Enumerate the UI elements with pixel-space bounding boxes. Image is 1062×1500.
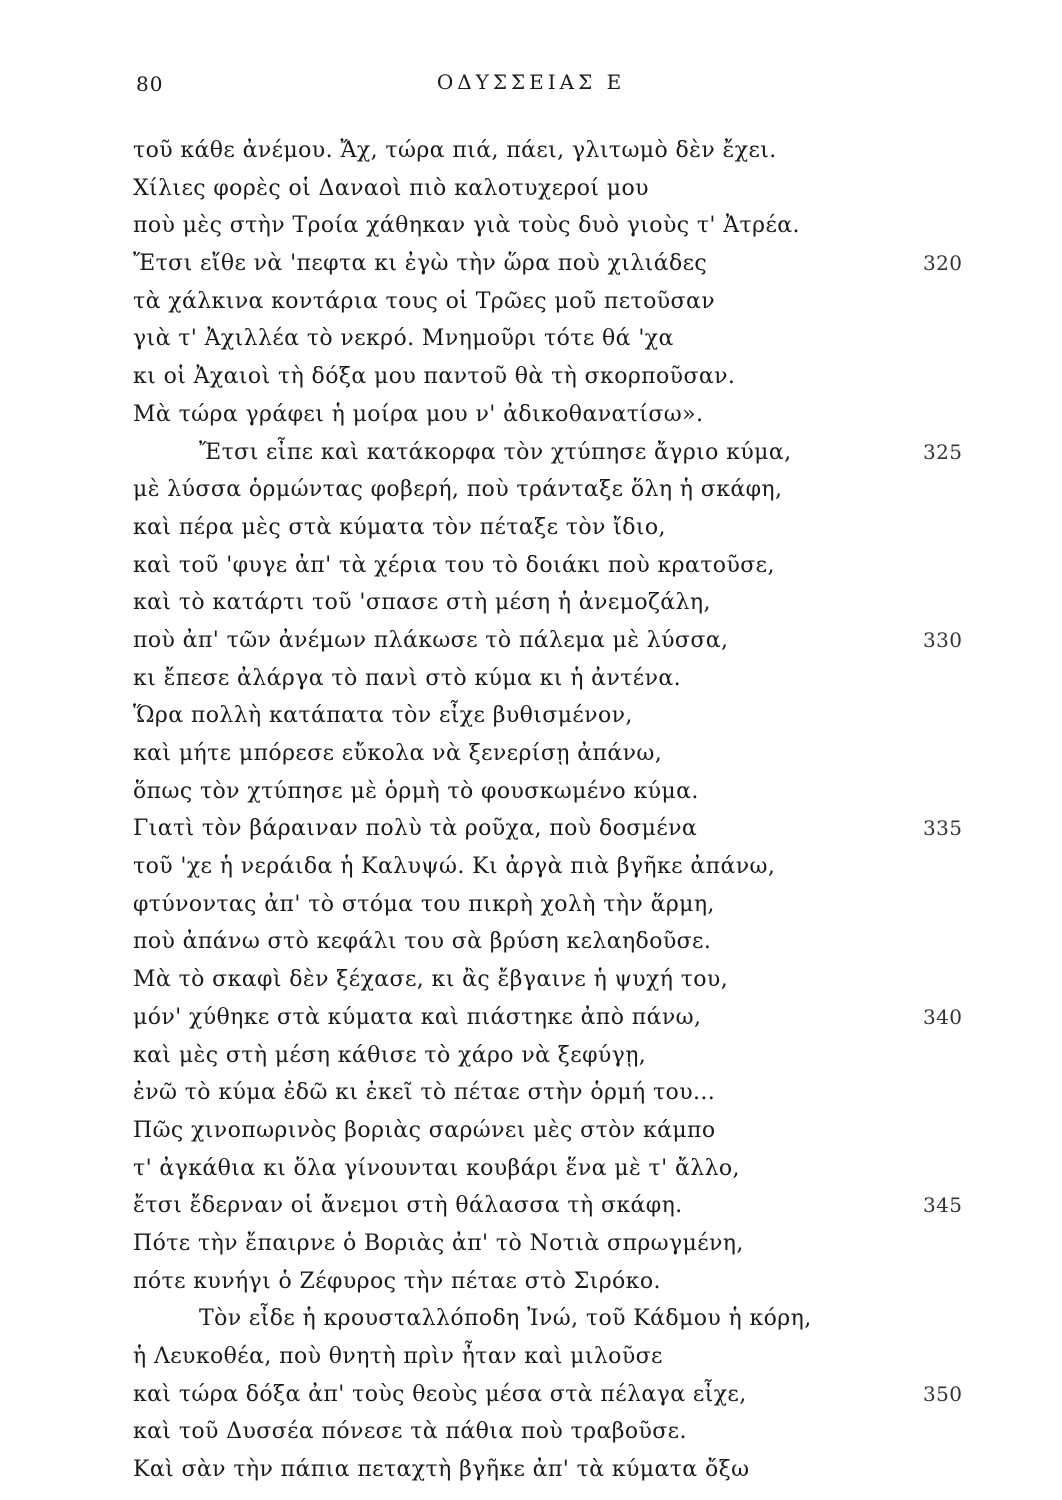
verse-text: τοῦ κάθε ἀνέμου. Ἄχ, τώρα πιά, πάει, γλιτωμὸ δὲν ἔχει. [133, 138, 777, 163]
verse-text: Ἔτσι εἴθε νὰ 'πεφτα κι ἐγὼ τὴν ὥρα ποὺ χιλιάδες [133, 251, 708, 277]
verse-line [133, 1413, 1013, 1451]
verse-text: ἔτσι ἔδερναν οἱ ἄνεμοι στὴ θάλασσα τὴ σκάφη. [133, 1193, 683, 1219]
verse-text: ἐνῶ τὸ κύμα ἐδῶ κι ἐκεῖ τὸ πέταε στὴν ὁρμή του... [133, 1080, 716, 1106]
verse-line [133, 170, 1013, 208]
verse-text: ποὺ μὲς στὴν Τροία χάθηκαν γιὰ τοὺς δυὸ γιοὺς τ' Ἀτρέα. [133, 213, 800, 239]
verse-text: καὶ μήτε μπόρεσε εὔκολα νὰ ξενερίσῃ ἀπάνω, [133, 741, 663, 766]
verse-line [133, 132, 1013, 170]
verse-text: Μὰ τώρα γράφει ἡ μοίρα μου ν' ἀδικοθανατίσω». [133, 401, 704, 427]
verse-text: τὰ χάλκινα κοντάρια τους οἱ Τρῶες μοῦ πετοῦσαν [133, 288, 715, 314]
verse-line [133, 735, 1013, 773]
verse-text: Μὰ τὸ σκαφὶ δὲν ξέχασε, κι ἂς ἔβγαινε ἡ ψυχή του, [133, 967, 729, 993]
verse-line [133, 1263, 1013, 1301]
verse-text: Πότε τὴν ἔπαιρνε ὁ Βοριὰς ἀπ' τὸ Νοτιὰ σπρωγμένη, [133, 1230, 744, 1256]
verse-line [133, 1225, 1013, 1263]
verse-text: μὲ λύσσα ὁρμώντας φοβερή, ποὺ τράνταξε ὅλη ἡ σκάφη, [133, 477, 783, 503]
verse-text: καὶ τοῦ Δυσσέα πόνεσε τὰ πάθια ποὺ τραβοῦσε. [133, 1419, 687, 1445]
verse-text: καὶ τὸ κατάρτι τοῦ 'σπασε στὴ μέση ἡ ἀνεμοζάλη, [133, 590, 711, 616]
verse-line [133, 886, 1013, 924]
verse-text: ὅπως τὸν χτύπησε μὲ ὁρμὴ τὸ φουσκωμένο κύμα. [133, 778, 699, 804]
verse-text: τ' ἀγκάθια κι ὅλα γίνουνται κουβάρι ἕνα μὲ τ' ἄλλο, [133, 1155, 740, 1181]
verse-line [133, 1187, 1013, 1225]
page-number: 80 [136, 72, 164, 96]
verse-text: κι ἔπεσε ἀλάργα τὸ πανὶ στὸ κύμα κι ἡ ἀντένα. [133, 665, 682, 691]
verse-line [133, 848, 1013, 886]
verse-text: κι οἱ Ἀχαιοὶ τὴ δόξα μου παντοῦ θὰ τὴ σκορποῦσαν. [133, 364, 736, 390]
verse-line [133, 434, 1013, 472]
verse-line [133, 1074, 1013, 1112]
verse-line [133, 283, 1013, 321]
verse-line [133, 773, 1013, 811]
verse-line [133, 1376, 1013, 1414]
verse-text: πότε κυνήγι ὁ Ζέφυρος τὴν πέταε στὸ Σιρόκο. [133, 1268, 661, 1294]
verse-text: μόν' χύθηκε στὰ κύματα καὶ πιάστηκε ἀπὸ πάνω, [133, 1004, 702, 1030]
verse-line [133, 245, 1013, 283]
verse-text: Ἔτσι εἶπε καὶ κατάκορφα τὸν χτύπησε ἄγριο κύμα, [199, 439, 792, 465]
verse-line [133, 1338, 1013, 1376]
verse-line [133, 396, 1013, 434]
verse-text: Γιατὶ τὸν βάραιναν πολὺ τὰ ροῦχα, ποὺ δοσμένα [133, 816, 698, 842]
verse-text: καὶ τώρα δόξα ἀπ' τοὺς θεοὺς μέσα στὰ πέλαγα εἶχε, [133, 1381, 747, 1407]
verse-text: καὶ πέρα μὲς στὰ κύματα τὸν πέταξε τὸν ἴδιο, [133, 514, 666, 540]
verse-text: Καὶ σὰν τὴν πάπια πεταχτὴ βγῆκε ἀπ' τὰ κύματα ὄξω [133, 1457, 750, 1483]
verse-line [133, 1451, 1013, 1489]
verse-line [133, 471, 1013, 509]
running-title: ΟΔΥΣΣΕΙΑΣ Ε [436, 70, 626, 94]
verse-text: φτύνοντας ἀπ' τὸ στόμα του πικρὴ χολὴ τὴν ἅρμη, [133, 891, 715, 917]
verse-line [133, 660, 1013, 698]
verse-text: ποὺ ἀπ' τῶν ἀνέμων πλάκωσε τὸ πάλεμα μὲ λύσσα, [133, 627, 729, 653]
verse-text: Χίλιες φορὲς οἱ Δαναοὶ πιὸ καλοτυχεροί μου [133, 175, 649, 201]
verse-line [133, 358, 1013, 396]
verse-text: καὶ μὲς στὴ μέση κάθισε τὸ χάρο νὰ ξεφύγῃ, [133, 1042, 647, 1068]
verse-text: ἡ Λευκοθέα, ποὺ θνητὴ πρὶν ἦταν καὶ μιλοῦσε [133, 1344, 663, 1369]
verse-line [133, 207, 1013, 245]
line-number: 330 [923, 627, 963, 652]
verse-line [133, 697, 1013, 735]
verse-line [133, 1037, 1013, 1075]
verse-line [133, 810, 1013, 848]
verse-text: γιὰ τ' Ἀχιλλέα τὸ νεκρό. Μνημοῦρι τότε θά 'χα [133, 326, 674, 352]
line-number: 335 [923, 816, 963, 841]
verse-line [133, 584, 1013, 622]
verse-text: Τὸν εἶδε ἡ κρουσταλλόποδη Ἰνώ, τοῦ Κάδμου ἡ κόρη, [199, 1306, 812, 1332]
verse-line [133, 622, 1013, 660]
verse-line [133, 320, 1013, 358]
verse-text: Πῶς χινοπωρινὸς βοριὰς σαρώνει μὲς στὸν κάμπο [133, 1117, 716, 1143]
verse-line [133, 961, 1013, 999]
verse-line [133, 1300, 1013, 1338]
line-number: 325 [923, 439, 963, 464]
verse-line [133, 1112, 1013, 1150]
verse-text: τοῦ 'χε ἡ νεράιδα ἡ Καλυψώ. Κι ἀργὰ πιὰ βγῆκε ἀπάνω, [133, 854, 776, 880]
verse-block [133, 132, 1013, 1489]
verse-line [133, 547, 1013, 585]
verse-line [133, 999, 1013, 1037]
line-number: 340 [923, 1004, 963, 1029]
verse-text: καὶ τοῦ 'φυγε ἀπ' τὰ χέρια του τὸ δοιάκι ποὺ κρατοῦσε, [133, 552, 775, 578]
line-number: 345 [923, 1193, 963, 1218]
line-number: 320 [923, 251, 963, 276]
verse-text: ποὺ ἀπάνω στὸ κεφάλι του σὰ βρύση κελαηδοῦσε. [133, 929, 712, 955]
verse-line [133, 923, 1013, 961]
verse-line [133, 509, 1013, 547]
verse-text: Ὥρα πολλὴ κατάπατα τὸν εἶχε βυθισμένον, [133, 703, 633, 729]
verse-line [133, 1150, 1013, 1188]
line-number: 350 [923, 1381, 963, 1406]
